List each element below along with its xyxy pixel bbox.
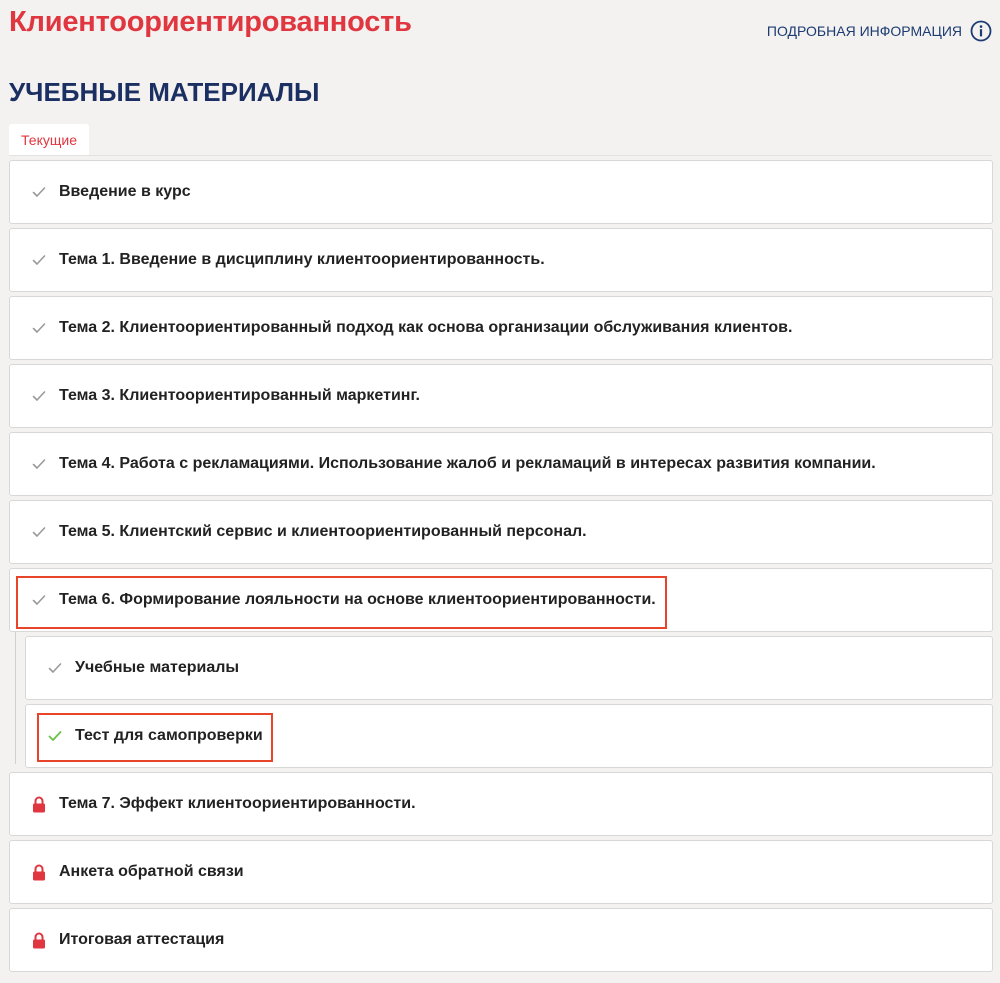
topic-label: Тема 3. Клиентоориентированный маркетинг. bbox=[59, 387, 420, 404]
checkmark-icon bbox=[30, 319, 48, 337]
topic-item[interactable] bbox=[9, 500, 993, 564]
checkmark-icon bbox=[46, 659, 64, 677]
topic-item[interactable] bbox=[9, 840, 993, 904]
checkmark-icon bbox=[30, 523, 48, 541]
checkmark-icon bbox=[30, 455, 48, 473]
materials-list bbox=[9, 160, 993, 976]
topic-label: Анкета обратной связи bbox=[59, 863, 244, 880]
lock-icon bbox=[30, 863, 48, 881]
subtopic-label: Учебные материалы bbox=[75, 659, 240, 676]
subtopic-group bbox=[9, 636, 993, 768]
topic-label: Тема 2. Клиентоориентированный подход как основа организации обслуживания клиентов. bbox=[59, 319, 793, 336]
course-title: Клиентоориентированность bbox=[9, 6, 412, 38]
topic-label: Тема 6. Формирование лояльности на основе клиентоориентированности. bbox=[59, 591, 656, 608]
checkmark-icon bbox=[46, 727, 64, 745]
lock-icon bbox=[30, 795, 48, 813]
topic-label: Тема 1. Введение в дисциплину клиентоориентированность. bbox=[59, 251, 545, 268]
details-link-label: ПОДРОБНАЯ ИНФОРМАЦИЯ bbox=[766, 23, 962, 39]
tab-current[interactable]: Текущие bbox=[9, 124, 89, 156]
topic-item[interactable] bbox=[9, 228, 993, 292]
info-icon[interactable] bbox=[970, 20, 992, 42]
topic-label: Введение в курс bbox=[59, 183, 191, 200]
topic-label: Тема 5. Клиентский сервис и клиентоориентированный персонал. bbox=[59, 523, 587, 540]
subtopic-label: Тест для самопроверки bbox=[75, 727, 263, 744]
topic-item[interactable] bbox=[9, 772, 993, 836]
topic-item[interactable] bbox=[9, 160, 993, 224]
topic-item[interactable] bbox=[9, 432, 993, 496]
checkmark-icon bbox=[30, 387, 48, 405]
topic-item[interactable] bbox=[9, 908, 993, 972]
topic-label: Итоговая аттестация bbox=[59, 931, 225, 948]
checkmark-icon bbox=[30, 591, 48, 609]
section-title: УЧЕБНЫЕ МАТЕРИАЛЫ bbox=[9, 77, 320, 107]
topic-label: Тема 4. Работа с рекламациями. Использование жалоб и рекламаций в интересах развития компании. bbox=[59, 455, 876, 472]
subtopic-item[interactable] bbox=[25, 636, 993, 700]
checkmark-icon bbox=[30, 251, 48, 269]
lock-icon bbox=[30, 931, 48, 949]
topic-item[interactable] bbox=[9, 568, 993, 632]
topic-item[interactable] bbox=[9, 364, 993, 428]
topic-label: Тема 7. Эффект клиентоориентированности. bbox=[59, 795, 416, 812]
subtopic-item[interactable] bbox=[25, 704, 993, 768]
details-link[interactable] bbox=[767, 20, 992, 42]
checkmark-icon bbox=[30, 183, 48, 201]
topic-item[interactable] bbox=[9, 296, 993, 360]
tab-divider bbox=[9, 155, 992, 156]
